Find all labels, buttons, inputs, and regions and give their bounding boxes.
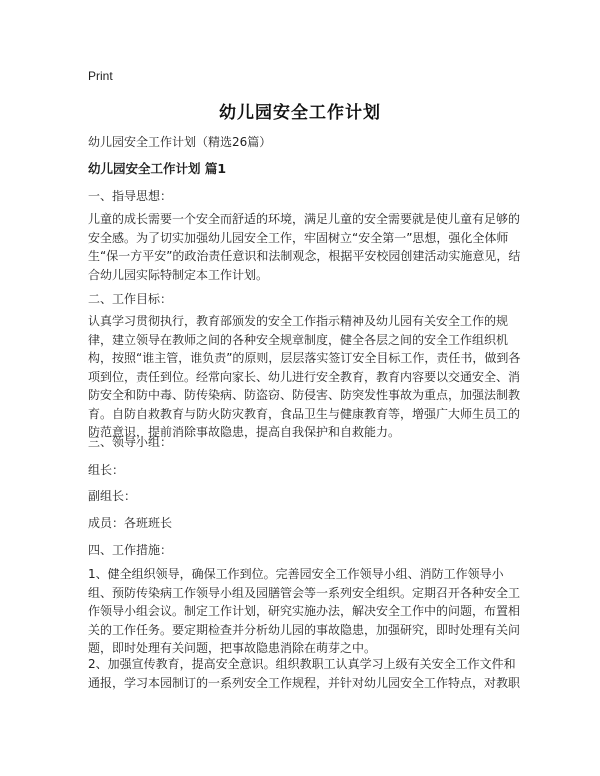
paragraph-measure-1: 1、健全组织领导，确保工作到位。完善园安全工作领导小组、消防工作领导小组、预防传染病工作领导小组及园膳管会等一系列安全组织。定期召开各种安全工作领导小组会议。制定工作计划，研究实施办法，解决安全工作中的问题，布置相关的工作任务。要定期检查并分析幼儿园的事故隐患，加强研究，即时处理有关问题，即时处理有关问题，把事故隐患消除在萌芽之中。 [88,567,521,655]
heading-work-goals: 二、工作目标： [88,292,173,306]
deputy-leader-label: 副组长： [88,489,137,503]
members-label: 成员：各班班长 [88,516,173,530]
print-link[interactable]: Print [88,69,113,83]
section-title: 幼儿园安全工作计划 篇1 [88,161,227,176]
heading-guiding-ideology: 一、指导思想： [88,189,173,203]
paragraph-work-goals: 认真学习贯彻执行，教育部颁发的安全工作指示精神及幼儿园有关安全工作的规律，建立领导在教师之间的各种安全规章制度，健全各层之间的安全工作组织机构，按照“谁主管，谁负责”的原则，层层落实签订安全目标工作，责任书，做到各项到位，责任到位。经常向家长、幼儿进行安全教育，教育内容要以交通安全、消防安全和防中毒、防传染病、防盗窃、防侵害、防突发性事故为重点，加强法制教育。自防自救教育与防火防灾教育，食品卫生与健康教育等，增强广大师生员工的防范意识，提前消除事故隐患，提高自我保护和自救能力。 [88,314,521,439]
heading-work-measures: 四、工作措施： [88,543,173,557]
paragraph-guiding-ideology: 儿童的成长需要一个安全而舒适的环境，满足儿童的安全需要就是使儿童有足够的安全感。为了切实加强幼儿园安全工作，牢固树立“安全第一”思想，强化全体师生“保一方平安”的政治责任意识和法制观念，根据平安校园创建活动实施意见，结合幼儿园实际特制定本工作计划。 [88,212,521,282]
document-title: 幼儿园安全工作计划 [219,103,381,123]
paragraph-measure-2: 2、加强宣传教育，提高安全意识。组织教职工认真学习上级有关安全工作文件和通报，学习本园制订的一系列安全工作规程，并针对幼儿园安全工作特点，对教职 [88,657,521,690]
leader-label: 组长： [88,463,125,477]
document-subtitle: 幼儿园安全工作计划（精选26篇） [88,135,272,149]
heading-leadership-group: 三、领导小组： [88,435,173,449]
